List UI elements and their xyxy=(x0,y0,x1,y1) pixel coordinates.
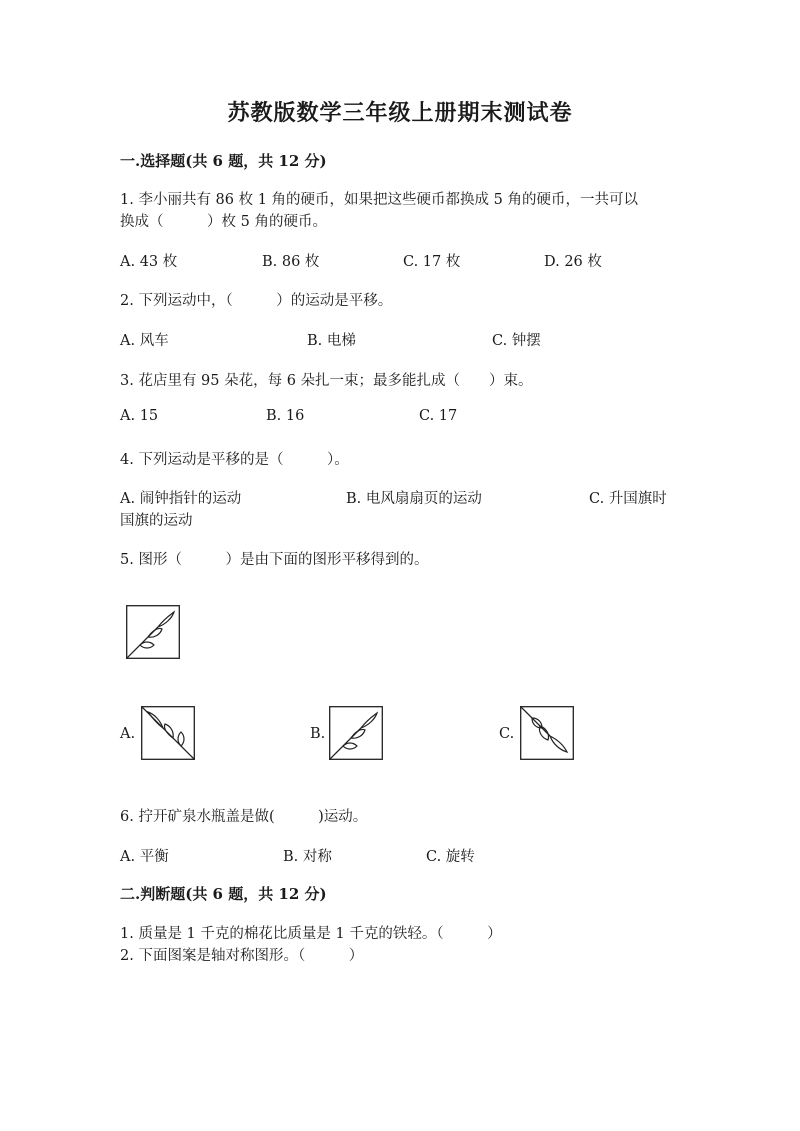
q5-option-a-figure[interactable] xyxy=(141,706,195,760)
q1-option-a[interactable]: A. 43 枚 xyxy=(120,254,178,270)
q4-option-c[interactable]: C. 升国旗时 xyxy=(589,491,667,507)
leaf-branch-icon xyxy=(126,605,180,659)
q5-option-a-label[interactable]: A. xyxy=(120,726,136,742)
q2-option-b[interactable]: B. 电梯 xyxy=(307,333,356,349)
leaf-branch-icon xyxy=(329,706,383,760)
section-2-heading: 二.判断题(共 6 题，共 12 分) xyxy=(120,885,327,903)
q3-option-a[interactable]: A. 15 xyxy=(120,408,159,424)
q5-option-b-label[interactable]: B. xyxy=(310,726,326,742)
judge-q1-text: 1. 质量是 1 千克的棉花比质量是 1 千克的铁轻。（ ） xyxy=(120,926,502,942)
judge-q2-text: 2. 下面图案是轴对称图形。（ ） xyxy=(120,948,364,964)
q4-option-a[interactable]: A. 闹钟指针的运动 xyxy=(120,491,242,507)
section-1-heading: 一.选择题(共 6 题，共 12 分) xyxy=(120,152,327,170)
q1-text-line1: 1. 李小丽共有 86 枚 1 角的硬币，如果把这些硬币都换成 5 角的硬币，一共可以 xyxy=(120,192,638,208)
q3-text: 3. 花店里有 95 朵花，每 6 朵扎一束；最多能扎成（ ）束。 xyxy=(120,373,533,389)
q5-text: 5. 图形（ ）是由下面的图形平移得到的。 xyxy=(120,552,429,568)
q6-option-b[interactable]: B. 对称 xyxy=(283,849,332,865)
q1-option-d[interactable]: D. 26 枚 xyxy=(544,254,602,270)
q1-option-c[interactable]: C. 17 枚 xyxy=(403,254,461,270)
q1-option-b[interactable]: B. 86 枚 xyxy=(262,254,320,270)
q2-option-a[interactable]: A. 风车 xyxy=(120,333,169,349)
q6-option-c[interactable]: C. 旋转 xyxy=(426,849,475,865)
leaf-reflected-icon xyxy=(141,706,195,760)
q4-option-c-wrap: 国旗的运动 xyxy=(120,513,193,529)
q4-option-b[interactable]: B. 电风扇扇页的运动 xyxy=(346,491,482,507)
leaf-rotated-icon xyxy=(520,706,574,760)
q4-text: 4. 下列运动是平移的是（ ）。 xyxy=(120,452,349,468)
q3-option-c[interactable]: C. 17 xyxy=(419,408,458,424)
q5-reference-figure xyxy=(126,605,180,659)
q5-option-b-figure[interactable] xyxy=(329,706,383,760)
q1-text-line2: 换成（ ）枚 5 角的硬币。 xyxy=(120,214,327,230)
q2-option-c[interactable]: C. 钟摆 xyxy=(492,333,541,349)
q6-option-a[interactable]: A. 平衡 xyxy=(120,849,169,865)
page-title: 苏教版数学三年级上册期末测试卷 xyxy=(227,100,573,126)
q6-text: 6. 拧开矿泉水瓶盖是做( )运动。 xyxy=(120,809,368,825)
q3-option-b[interactable]: B. 16 xyxy=(266,408,305,424)
q5-option-c-figure[interactable] xyxy=(520,706,574,760)
q5-option-c-label[interactable]: C. xyxy=(499,726,515,742)
q2-text: 2. 下列运动中，（ ）的运动是平移。 xyxy=(120,293,393,309)
